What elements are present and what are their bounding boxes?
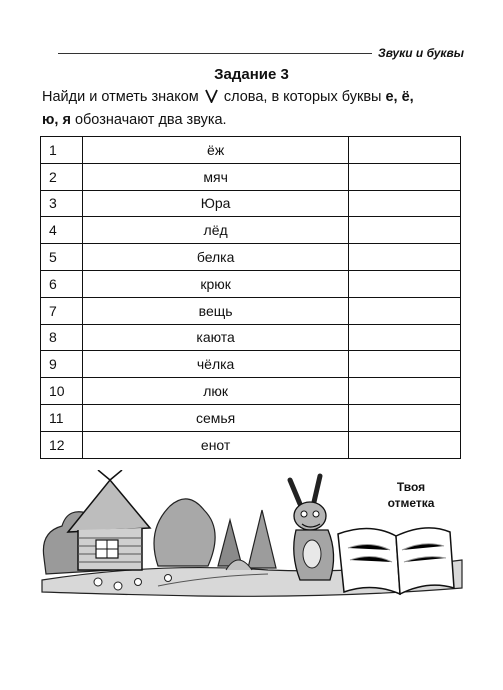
- row-number: 4: [41, 217, 83, 244]
- table-row: [41, 378, 461, 405]
- mark-cell[interactable]: [349, 190, 461, 217]
- row-number: 1: [41, 137, 83, 164]
- row-number: 10: [41, 378, 83, 405]
- row-word: семья: [82, 404, 348, 431]
- mark-cell[interactable]: [349, 431, 461, 458]
- checkmark-v-icon: [205, 89, 218, 103]
- mark-cell[interactable]: [349, 378, 461, 405]
- open-book-icon: [338, 528, 454, 594]
- instruction-text-3: обозначают два звука.: [74, 112, 227, 128]
- section-title: Звуки и буквы: [378, 46, 464, 60]
- table-row: [41, 351, 461, 378]
- mark-cell[interactable]: [349, 351, 461, 378]
- row-word: каюта: [82, 324, 348, 351]
- row-number: 7: [41, 297, 83, 324]
- row-number: 12: [41, 431, 83, 458]
- table-row: [41, 431, 461, 458]
- grade-label-line2: отметка: [387, 496, 435, 510]
- table-row: [41, 297, 461, 324]
- row-word: Юра: [82, 190, 348, 217]
- grade-label: [378, 479, 444, 511]
- task-instruction: [42, 86, 460, 132]
- rabbit-icon: [290, 476, 334, 580]
- row-number: 3: [41, 190, 83, 217]
- row-word: ёж: [82, 137, 348, 164]
- row-number: 6: [41, 270, 83, 297]
- row-word: белка: [82, 244, 348, 271]
- table-row: [41, 163, 461, 190]
- row-word: крюк: [82, 270, 348, 297]
- table-row: [41, 190, 461, 217]
- instruction-text-2: слова, в которых буквы: [223, 89, 382, 105]
- table-row: [41, 137, 461, 164]
- row-word: енот: [82, 431, 348, 458]
- row-number: 8: [41, 324, 83, 351]
- mark-cell[interactable]: [349, 244, 461, 271]
- row-word: вещь: [82, 297, 348, 324]
- row-word: лёд: [82, 217, 348, 244]
- table-row: [41, 270, 461, 297]
- row-word: мяч: [82, 163, 348, 190]
- row-number: 11: [41, 404, 83, 431]
- table-row: [41, 324, 461, 351]
- hut-icon: [68, 470, 150, 570]
- mark-cell[interactable]: [349, 404, 461, 431]
- table-row: [41, 404, 461, 431]
- row-number: 9: [41, 351, 83, 378]
- mark-cell[interactable]: [349, 270, 461, 297]
- header-rule: [58, 53, 372, 54]
- mark-cell[interactable]: [349, 217, 461, 244]
- row-number: 2: [41, 163, 83, 190]
- row-word: люк: [82, 378, 348, 405]
- mark-cell[interactable]: [349, 137, 461, 164]
- row-word: чёлка: [82, 351, 348, 378]
- mark-cell[interactable]: [349, 163, 461, 190]
- instruction-letters-2: ю, я: [42, 112, 71, 128]
- instruction-text-1: Найди и отметь знаком: [42, 89, 199, 105]
- mark-cell[interactable]: [349, 324, 461, 351]
- words-table: [40, 136, 461, 459]
- mark-cell[interactable]: [349, 297, 461, 324]
- task-title: Задание 3: [214, 66, 289, 83]
- grade-label-line1: Твоя: [396, 480, 426, 494]
- row-number: 5: [41, 244, 83, 271]
- table-row: [41, 217, 461, 244]
- instruction-letters-1: е, ё,: [385, 89, 414, 105]
- table-row: [41, 244, 461, 271]
